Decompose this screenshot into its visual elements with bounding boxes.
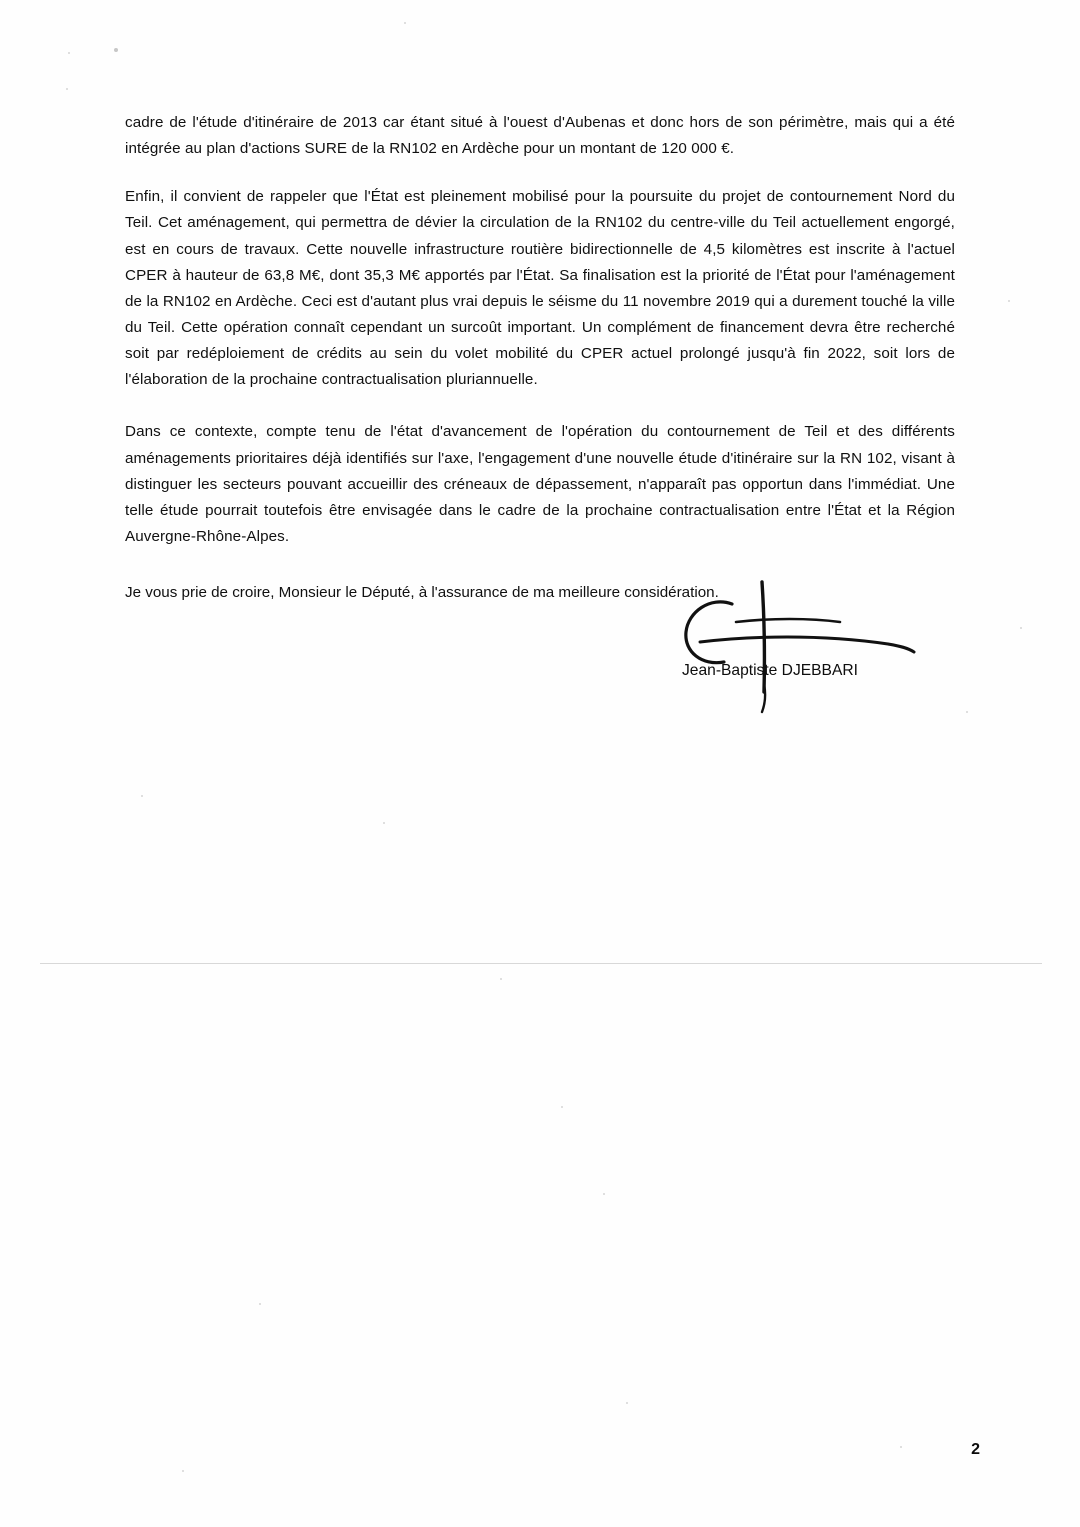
paragraph-conclusion-etude: Dans ce contexte, compte tenu de l'état d'avancement de l'opération du contournement de Teil et des différents aménagements prioritaires déjà identifiés sur l'axe, l'engagement d'une nouvelle étude d'itinéraire sur la RN 102, visant à distinguer les secteurs pouvant accueillir des créneaux de dépassement, n'apparaît pas opportun dans l'immédiat. Une telle étude pourrait toutefois être envisagée dans le cadre de la prochaine contractualisation entre l'État et la Région Auvergne-Rhône-Alpes.	[125, 423, 955, 545]
scan-speck	[114, 48, 118, 52]
scan-speck	[383, 822, 385, 824]
letter-body	[125, 110, 955, 606]
page-number: 2	[971, 1441, 980, 1458]
scan-speck	[1020, 627, 1022, 629]
scan-fold-line	[40, 963, 1042, 964]
closing-salutation: Je vous prie de croire, Monsieur le Député, à l'assurance de ma meilleure considération.	[125, 584, 719, 602]
scan-speck	[1008, 300, 1010, 302]
scan-speck	[182, 1470, 184, 1472]
scan-speck	[603, 1193, 605, 1195]
scan-speck	[404, 22, 406, 24]
signer-name: Jean-Baptiste DJEBBARI	[682, 662, 858, 679]
scan-speck	[900, 1446, 902, 1448]
handwritten-signature-icon	[640, 560, 980, 720]
scan-speck	[561, 1106, 563, 1108]
scan-speck	[259, 1303, 261, 1305]
scan-speck	[500, 978, 502, 980]
paragraph-continued: cadre de l'étude d'itinéraire de 2013 car étant situé à l'ouest d'Aubenas et donc hors de son périmètre, mais qui a été intégrée au plan d'actions SURE de la RN102 en Ardèche pour un montant de 120 000 €.	[125, 114, 955, 158]
scan-speck	[66, 88, 68, 90]
paragraph-contournement-nord: Enfin, il convient de rappeler que l'État est pleinement mobilisé pour la poursuite du projet de contournement Nord du Teil. Cet aménagement, qui permettra de dévier la circulation de la RN102 du centre-ville du Teil actuellement engorgé, est en cours de travaux. Cette nouvelle infrastructure routière bidirectionnelle de 4,5 kilomètres est inscrite à l'actuel CPER à hauteur de 63,8 M€, dont 35,3 M€ apportés par l'État. Sa finalisation est la priorité de l'État pour l'aménagement de la RN102 en Ardèche. Ceci est d'autant plus vrai depuis le séisme du 11 novembre 2019 qui a durement touché la ville du Teil. Cette opération connaît cependant un surcoût important. Un complément de financement devra être recherché soit par redéploiement de crédits au sein du volet mobilité du CPER actuel prolongé jusqu'à fin 2022, soit lors de l'élaboration de la prochaine contractualisation pluriannuelle.	[125, 188, 955, 389]
scan-speck	[141, 795, 143, 797]
signature-block	[640, 560, 980, 720]
scan-speck	[626, 1402, 628, 1404]
scan-speck	[68, 52, 70, 54]
